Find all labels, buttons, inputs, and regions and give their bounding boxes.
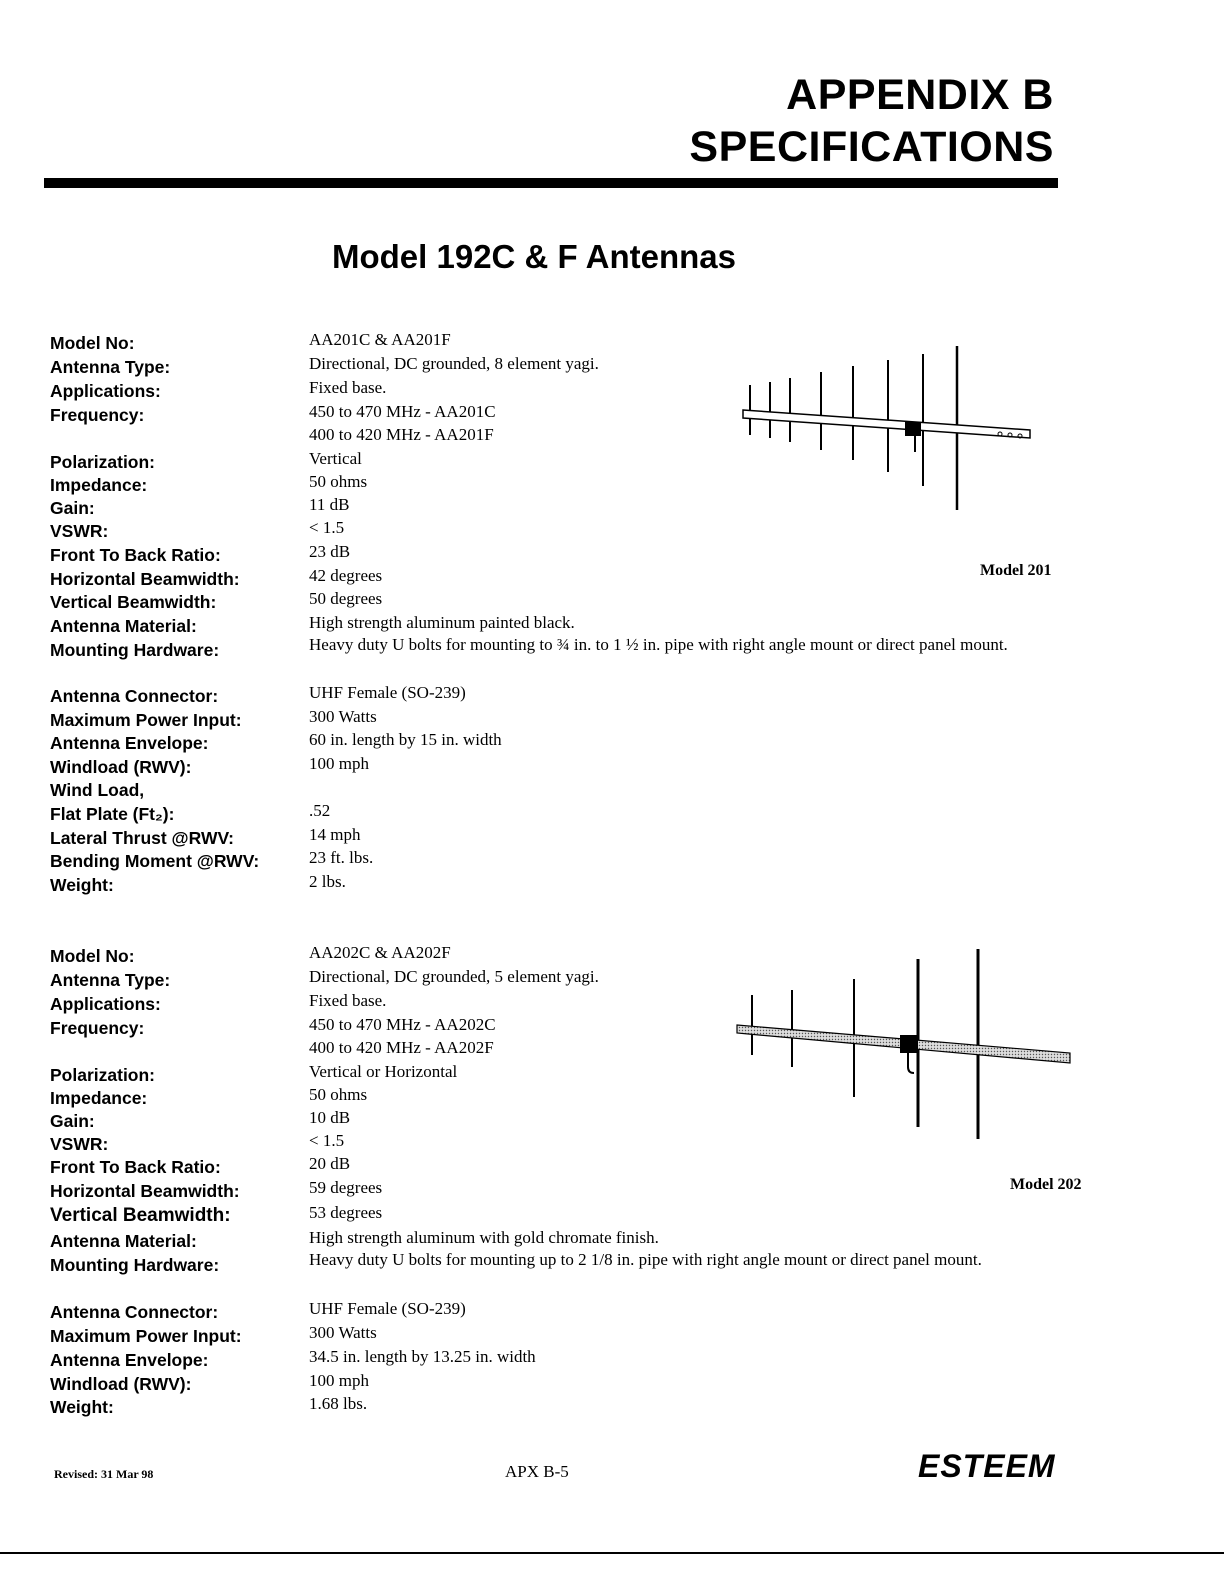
spec-label: Maximum Power Input: xyxy=(50,710,242,730)
spec-value: 14 mph xyxy=(309,825,361,844)
spec-label: Horizontal Beamwidth: xyxy=(50,1181,240,1201)
spec-label: Model No: xyxy=(50,333,135,353)
spec-label: VSWR: xyxy=(50,521,109,541)
spec-label: Vertical Beamwidth: xyxy=(50,1205,231,1226)
spec-label: Antenna Material: xyxy=(50,1231,197,1251)
spec-label: Frequency: xyxy=(50,1018,145,1038)
spec-value: Directional, DC grounded, 8 element yagi. xyxy=(309,354,599,373)
spec-value: AA201C & AA201F xyxy=(309,330,451,349)
spec-value: 50 ohms xyxy=(309,472,368,491)
spec-value: 50 degrees xyxy=(309,589,383,608)
spec-value: High strength aluminum painted black. xyxy=(309,613,575,632)
spec-value: 23 dB xyxy=(309,542,351,561)
spec-value: Directional, DC grounded, 5 element yagi. xyxy=(309,967,599,986)
spec-value: Heavy duty U bolts for mounting up to 2 1/8 in. pipe with right angle mount or direct panel mount. xyxy=(309,1250,982,1269)
spec-value: 59 degrees xyxy=(309,1178,383,1197)
spec-label: Front To Back Ratio: xyxy=(50,545,221,565)
spec-label: Maximum Power Input: xyxy=(50,1326,242,1346)
spec-value: 2 lbs. xyxy=(309,872,346,891)
spec-value: 10 dB xyxy=(309,1108,351,1127)
spec-label: Polarization: xyxy=(50,1065,156,1085)
spec-value: UHF Female (SO-239) xyxy=(309,683,466,702)
spec-label: Frequency: xyxy=(50,405,145,425)
spec-label: Lateral Thrust @RWV: xyxy=(50,828,234,848)
bottom-rule xyxy=(0,1552,1224,1554)
spec-label: Antenna Material: xyxy=(50,616,197,636)
spec-value: Fixed base. xyxy=(309,991,387,1010)
revised-date: Revised: 31 Mar 98 xyxy=(54,1467,154,1481)
spec-label: Antenna Envelope: xyxy=(50,733,209,753)
spec-value: 34.5 in. length by 13.25 in. width xyxy=(309,1347,536,1366)
model-201-caption: Model 201 xyxy=(980,562,1052,579)
spec-label: Impedance: xyxy=(50,475,148,495)
spec-label: Antenna Envelope: xyxy=(50,1350,209,1370)
spec-value: AA202C & AA202F xyxy=(309,943,451,962)
spec-label: Windload (RWV): xyxy=(50,757,192,777)
model-201-antenna-illustration xyxy=(735,340,1045,520)
spec-label: Impedance: xyxy=(50,1088,148,1108)
spec-label: Wind Load, xyxy=(50,780,145,800)
spec-value: 400 to 420 MHz - AA202F xyxy=(309,1038,494,1057)
spec-label: Flat Plate (Ft₂): xyxy=(50,804,175,824)
spec-value: 20 dB xyxy=(309,1154,351,1173)
spec-value: 100 mph xyxy=(309,1371,369,1390)
page-title: Model 192C & F Antennas xyxy=(332,238,737,275)
spec-label: Vertical Beamwidth: xyxy=(50,592,217,612)
spec-value: UHF Female (SO-239) xyxy=(309,1299,466,1318)
spec-value: 11 dB xyxy=(309,495,350,514)
spec-label: Front To Back Ratio: xyxy=(50,1157,221,1177)
spec-value: 100 mph xyxy=(309,754,369,773)
spec-value: 60 in. length by 15 in. width xyxy=(309,730,502,749)
spec-value: 50 ohms xyxy=(309,1085,368,1104)
spec-value: 300 Watts xyxy=(309,1323,377,1342)
spec-label: Model No: xyxy=(50,946,135,966)
spec-label: Antenna Type: xyxy=(50,357,171,377)
spec-value: < 1.5 xyxy=(309,1131,345,1150)
model-202-antenna-illustration xyxy=(732,945,1082,1145)
spec-value: Heavy duty U bolts for mounting to ¾ in. to 1 ½ in. pipe with right angle mount or direct panel mount. xyxy=(309,635,1008,654)
spec-value: 300 Watts xyxy=(309,707,377,726)
spec-value: 1.68 lbs. xyxy=(309,1394,368,1413)
spec-label: Weight: xyxy=(50,875,114,895)
spec-label: Mounting Hardware: xyxy=(50,1255,220,1275)
header-rule xyxy=(44,178,1058,188)
spec-value: 53 degrees xyxy=(309,1203,383,1222)
spec-label: Polarization: xyxy=(50,452,156,472)
spec-value: 400 to 420 MHz - AA201F xyxy=(309,425,494,444)
spec-value: High strength aluminum with gold chromate finish. xyxy=(309,1228,659,1247)
spec-value: Fixed base. xyxy=(309,378,387,397)
spec-label: Antenna Connector: xyxy=(50,1302,219,1322)
spec-value: 450 to 470 MHz - AA202C xyxy=(309,1015,496,1034)
spec-value: 23 ft. lbs. xyxy=(309,848,374,867)
spec-value: < 1.5 xyxy=(309,518,345,537)
spec-label: Weight: xyxy=(50,1397,114,1417)
specifications-heading: SPECIFICATIONS xyxy=(689,123,1054,171)
spec-label: Mounting Hardware: xyxy=(50,640,220,660)
spec-label: Bending Moment @RWV: xyxy=(50,851,260,871)
spec-label: Applications: xyxy=(50,381,161,401)
spec-value: 42 degrees xyxy=(309,566,383,585)
spec-label: Gain: xyxy=(50,1111,95,1131)
appendix-heading: APPENDIX B xyxy=(786,71,1054,119)
spec-label: Antenna Connector: xyxy=(50,686,219,706)
spec-label: Horizontal Beamwidth: xyxy=(50,569,240,589)
spec-value: Vertical xyxy=(309,449,362,468)
spec-label: Applications: xyxy=(50,994,161,1014)
esteem-logo: ESTEEM xyxy=(918,1448,1056,1484)
spec-label: Windload (RWV): xyxy=(50,1374,192,1394)
model-202-caption: Model 202 xyxy=(1010,1176,1082,1193)
spec-value: Vertical or Horizontal xyxy=(309,1062,458,1081)
page-number: APX B-5 xyxy=(505,1462,569,1481)
spec-label: Gain: xyxy=(50,498,95,518)
spec-label: Antenna Type: xyxy=(50,970,171,990)
spec-label: VSWR: xyxy=(50,1134,109,1154)
spec-value: 450 to 470 MHz - AA201C xyxy=(309,402,496,421)
spec-value: .52 xyxy=(309,801,331,820)
